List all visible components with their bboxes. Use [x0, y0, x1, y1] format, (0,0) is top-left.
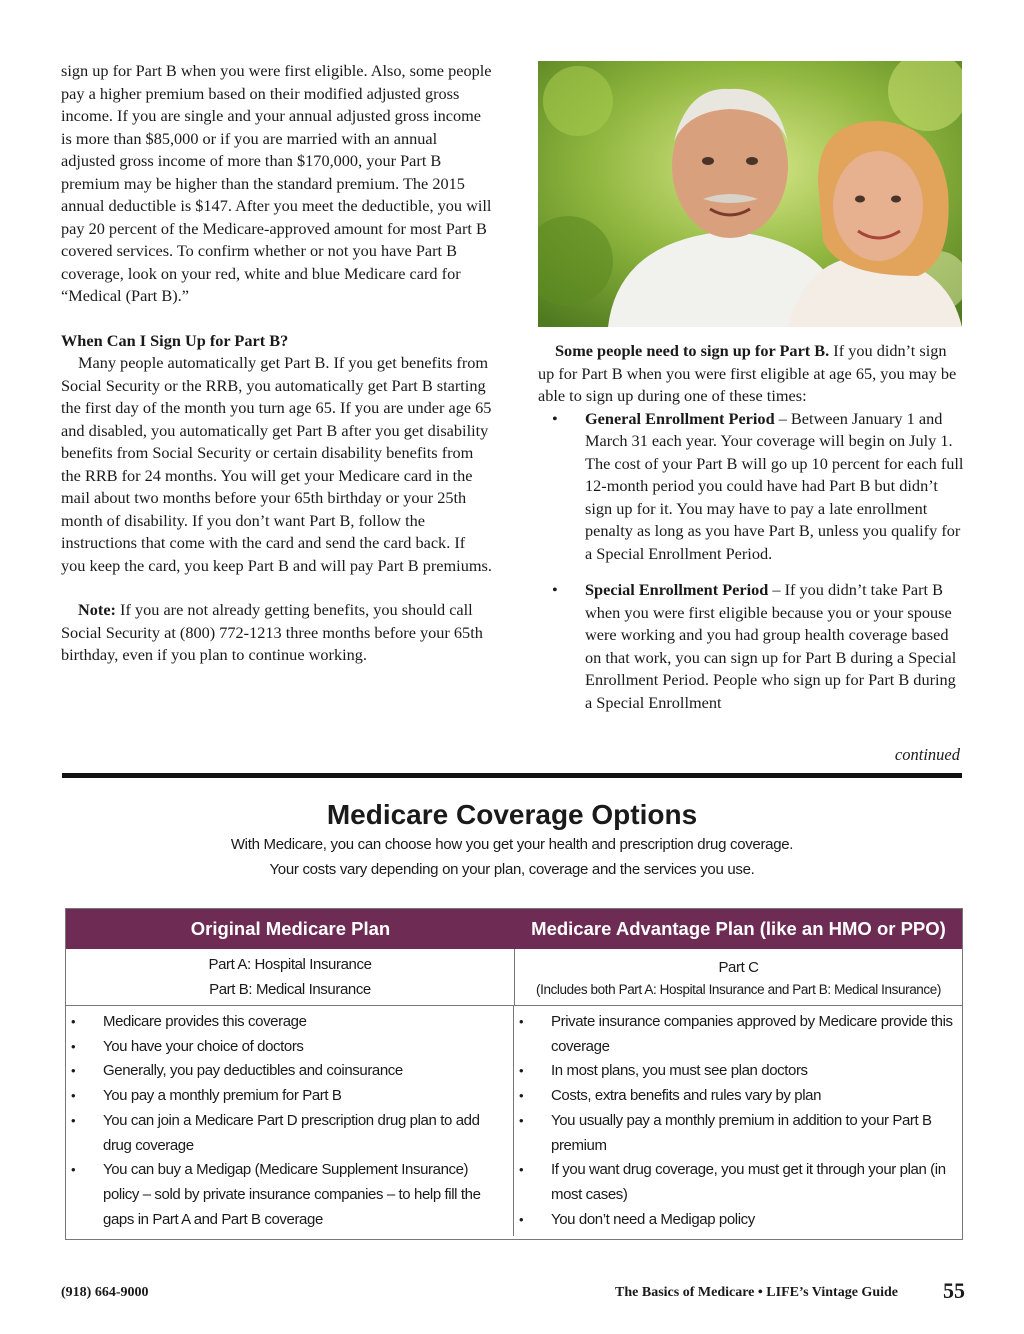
list-item-text: You have your choice of doctors — [103, 1037, 304, 1055]
part-c-label: Part C — [718, 958, 759, 976]
right-intro-text: If you didn’t sign up for Part B when you were first eligible at age 65, you may be able to sign up during one of these times: — [538, 341, 957, 405]
table-header-row — [66, 909, 962, 949]
coverage-subtitle-line-2: Your costs vary depending on your plan, coverage and the services you use. — [269, 861, 755, 878]
medicare-advantage-list — [514, 1010, 961, 1232]
medicare-advantage-header: Medicare Advantage Plan (like an HMO or PPO) — [531, 918, 946, 939]
coverage-subtitle — [62, 832, 962, 882]
list-item-text: You pay a monthly premium for Part B — [103, 1087, 342, 1105]
note-paragraph — [61, 599, 493, 667]
list-item-text: Costs, extra benefits and rules vary by plan — [551, 1087, 822, 1105]
coverage-title: Medicare Coverage Options — [326, 799, 698, 830]
bullet-icon: • — [71, 1014, 76, 1029]
note-label: Note: — [78, 600, 116, 619]
coverage-table — [65, 908, 963, 1240]
list-item-text: In most plans, you must see plan doctors — [551, 1062, 808, 1080]
list-item — [538, 408, 964, 566]
enrollment-list — [538, 408, 964, 715]
part-b-label: Part B: Medical Insurance — [209, 981, 371, 998]
part-a-label: Part A: Hospital Insurance — [208, 956, 372, 973]
list-item — [66, 1059, 513, 1084]
list-item-text: You usually pay a monthly premium in addition to your Part B premium — [551, 1111, 932, 1154]
bullet-icon: • — [519, 1063, 524, 1079]
list-item-text: Medicare provides this coverage — [103, 1013, 307, 1030]
bullet-icon: • — [71, 1162, 76, 1178]
right-column — [538, 340, 964, 714]
list-item — [66, 1084, 513, 1109]
list-item-text: Generally, you pay deductibles and coinsurance — [103, 1062, 403, 1080]
list-item — [514, 1158, 961, 1207]
list-item-text: You can join a Medicare Part D prescription drug plan to add drug coverage — [103, 1111, 480, 1154]
list-item — [66, 1035, 513, 1060]
medicare-advantage-parts — [515, 949, 962, 1005]
bullet-icon: • — [519, 1088, 524, 1104]
bullet-icon: • — [71, 1112, 76, 1128]
list-item — [514, 1208, 961, 1233]
original-medicare-details — [66, 1006, 514, 1236]
list-item — [514, 1109, 961, 1158]
list-item — [66, 1158, 513, 1232]
bullet-icon: • — [519, 1162, 524, 1178]
bullet-icon: • — [71, 1063, 76, 1079]
table-details-row — [66, 1006, 962, 1236]
section-divider — [62, 773, 962, 778]
footer-phone: (918) 664-9000 — [61, 1285, 149, 1300]
left-paragraph-2: Many people automatically get Part B. If you get benefits from Social Security or the RRB, you automatically get Part B starting the first day of the month you turn age 65. If you are under age 65 and disabled, you automatically get Part B after you get disability benefits from Social Security or certain disability benefits from the RRB for 24 months. You will get your Medicare card in the mail about two months before your 65th birthday or your 25th month of disability. If you don’t want Part B, follow the instructions that come with the card and send the card back. If you keep the card, you keep Part B and will pay Part B premiums. — [61, 353, 492, 575]
bullet-icon: • — [71, 1038, 76, 1054]
right-intro — [538, 340, 964, 408]
medicare-advantage-details — [514, 1006, 961, 1236]
note-text: If you are not already getting benefits, you should call Social Security at (800) 772-1213 three months before your 65th birthday, even if you plan to continue working. — [61, 600, 483, 664]
list-item — [538, 579, 964, 714]
list-item-text: You don’t need a Medigap policy — [551, 1210, 755, 1228]
bullet-icon: • — [552, 408, 558, 428]
list-item — [66, 1010, 513, 1035]
right-intro-bold: Some people need to sign up for Part B. — [555, 341, 830, 360]
coverage-subtitle-line-1: With Medicare, you can choose how you get your health and prescription drug coverage. — [230, 836, 794, 853]
list-item-text: Private insurance companies approved by Medicare provide this coverage — [551, 1013, 953, 1055]
list-item — [514, 1059, 961, 1084]
list-item-bold: Special Enrollment Period — [585, 580, 769, 599]
table-parts-row — [66, 949, 962, 1006]
section-heading: When Can I Sign Up for Part B? — [61, 330, 289, 350]
footer-guide-title: The Basics of Medicare • LIFE’s Vintage Guide — [615, 1285, 898, 1300]
list-item-text: You can buy a Medigap (Medicare Supplement Insurance) policy – sold by private insurance companies – to help fill the gaps in Part A and Part B coverage — [103, 1161, 481, 1228]
page-number: 55 — [943, 1278, 965, 1303]
original-medicare-list — [66, 1010, 513, 1232]
list-item-text: – Between January 1 and March 31 each year. Your coverage will begin on July 1. The cost of your Part B will go up 10 percent for each full 12-month period you could have had Part B but didn’t sign up for it. You may have to pay a late enrollment penalty as long as you have Part B, unless you qualify for a Special Enrollment Period. — [585, 408, 964, 563]
bullet-icon: • — [519, 1112, 524, 1128]
bullet-icon: • — [519, 1014, 524, 1029]
left-column — [61, 60, 493, 667]
bullet-icon: • — [71, 1088, 76, 1104]
part-c-note: (Includes both Part A: Hospital Insurance and Part B: Medical Insurance) — [536, 981, 941, 997]
list-item-text: – If you didn’t take Part B when you were first eligible because you or your spouse were working and you had group health coverage based on that work, you can sign up for Part B during a Special Enrollment Period. People who sign up for Part B during a Special Enrollment — [585, 580, 957, 712]
list-item — [66, 1109, 513, 1158]
original-medicare-parts — [66, 949, 515, 1005]
bullet-icon: • — [519, 1211, 524, 1227]
original-medicare-header: Original Medicare Plan — [190, 918, 391, 939]
list-item — [514, 1010, 961, 1059]
left-paragraph-1: sign up for Part B when you were first eligible. Also, some people pay a higher premium based on their modified adjusted gross income. If you are single and your annual adjusted gross income is more than $85,000 or if you are married with an annual adjusted gross income of more than $170,000, your Part B premium may be higher than the standard premium. The 2015 annual deductible is $147. After you meet the deductible, you will pay 20 percent of the Medicare-approved amount for most Part B covered services. To confirm whether or not you have Part B coverage, look on your red, white and blue Medicare card for “Medical (Part B).” — [61, 61, 492, 305]
list-item-bold: General Enrollment Period — [585, 408, 775, 428]
bullet-icon: • — [552, 580, 558, 599]
continued-label: continued — [894, 745, 960, 764]
couple-photo — [538, 61, 962, 327]
list-item — [514, 1084, 961, 1109]
list-item-text: If you want drug coverage, you must get it through your plan (in most cases) — [551, 1161, 946, 1203]
